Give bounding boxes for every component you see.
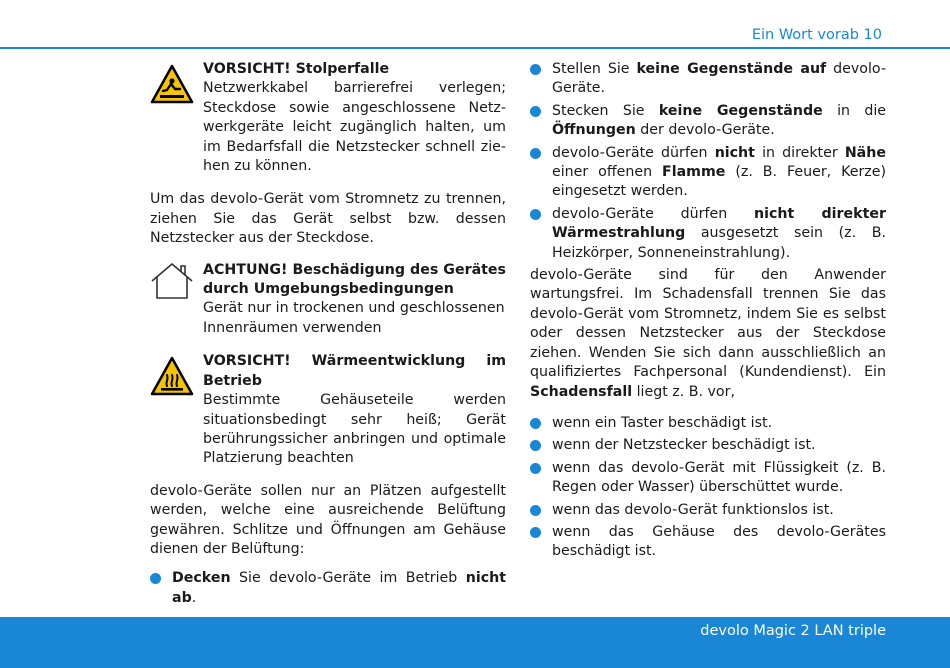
list-item: wenn der Netzstecker beschädigt ist.: [530, 436, 886, 455]
bullet-icon: [530, 527, 541, 538]
damage-bullet-list: [530, 414, 886, 562]
paragraph-ventilation: devolo-Geräte sollen nur an Plätzen aufgestellt werden, welche eine ausreichende Belüftung gewähren. Schlitze und Öffnungen am Gehäuse dienen der Belüftung:: [150, 482, 506, 557]
notice-trip-heading: VORSICHT! Stolperfalle: [203, 61, 390, 77]
notice-indoor-use: [150, 261, 506, 339]
page-footer: [0, 617, 950, 668]
list-item: Decken Sie devolo-Geräte im Betrieb nicht ab.: [150, 569, 506, 608]
left-column: [150, 60, 506, 611]
notice-heat: [150, 352, 506, 468]
trip-hazard-warning-icon: [150, 64, 194, 104]
list-item: devolo-Geräte dürfen nicht direkter Wärmestrahlung ausgesetzt sein (z. B. Heizkörper, Sonneneinstrahlung).: [530, 205, 886, 263]
paragraph-service: devolo-Geräte sind für den Anwender wartungsfrei. Im Schadensfall trennen Sie das devolo-Gerät vom Stromnetz, indem Sie es selbst oder dessen Netzstecker aus der Steckdose ziehen. Wenden Sie sich dann ausschließlich an qualifiziertes Fachpersonal (Kundendienst). Ein Schadensfall liegt z. B. vor,: [530, 267, 886, 400]
house-icon: [150, 261, 194, 301]
bullet-icon: [530, 418, 541, 429]
bullet-icon: [530, 148, 541, 159]
bullet-icon: [530, 440, 541, 451]
notice-trip-hazard: [150, 60, 506, 176]
list-item: wenn das devolo-Gerät mit Flüssigkeit (z. B. Regen oder Wasser) überschüttet wurde.: [530, 459, 886, 498]
list-item: wenn das devolo-Gerät funktionslos ist.: [530, 501, 886, 520]
bullet-icon: [150, 573, 161, 584]
notice-indoor-heading: ACHTUNG! Beschädigung des Gerätes durch Umgebungsbedingungen: [203, 261, 506, 298]
list-item: devolo-Geräte dürfen nicht in direkter Nähe einer offenen Flamme (z. B. Feuer, Kerze) eingesetzt werden.: [530, 144, 886, 202]
list-item: wenn das Gehäuse des devolo-Gerätes beschädigt ist.: [530, 523, 886, 562]
hot-surface-warning-icon: [150, 356, 194, 396]
list-item: Stecken Sie keine Gegenstände in die Öffnungen der devolo-Geräte.: [530, 102, 886, 141]
right-column: [530, 60, 886, 565]
placement-bullet-list: [530, 60, 886, 263]
page-header-title: Ein Wort vorab 10: [751, 27, 882, 43]
list-item: wenn ein Taster beschädigt ist.: [530, 414, 886, 433]
header-rule: [0, 47, 950, 49]
bullet-icon: [530, 209, 541, 220]
paragraph-disconnect: Um das devolo-Gerät vom Stromnetz zu trennen, ziehen Sie das Gerät selbst bzw. dessen Netzstecker aus der Steckdose.: [150, 191, 506, 247]
bullet-icon: [530, 463, 541, 474]
footer-product-title: devolo Magic 2 LAN triple: [700, 623, 886, 639]
bullet-icon: [530, 505, 541, 516]
notice-indoor-text: Gerät nur in trockenen und geschlossenen Innenräumen verwenden: [203, 300, 505, 336]
bullet-icon: [530, 106, 541, 117]
list-item: Stellen Sie keine Gegenstände auf devolo-Geräte.: [530, 60, 886, 99]
notice-trip-text: Netzwerkkabel barrierefrei verlegen; Steckdose sowie angeschlossene Netz-werkgeräte leicht zugänglich halten, um im Bedarfsfall die Netzstecker schnell zie-hen zu können.: [203, 80, 506, 175]
ventilation-bullet-list: [150, 569, 506, 608]
notice-heat-heading: VORSICHT! Wärmeentwicklung im Betrieb: [203, 353, 506, 389]
notice-heat-text: Bestimmte Gehäuseteile werden situationsbedingt sehr heiß; Gerät berührungssicher anbringen und optimale Platzierung beachten: [203, 392, 506, 467]
bullet-icon: [530, 64, 541, 75]
